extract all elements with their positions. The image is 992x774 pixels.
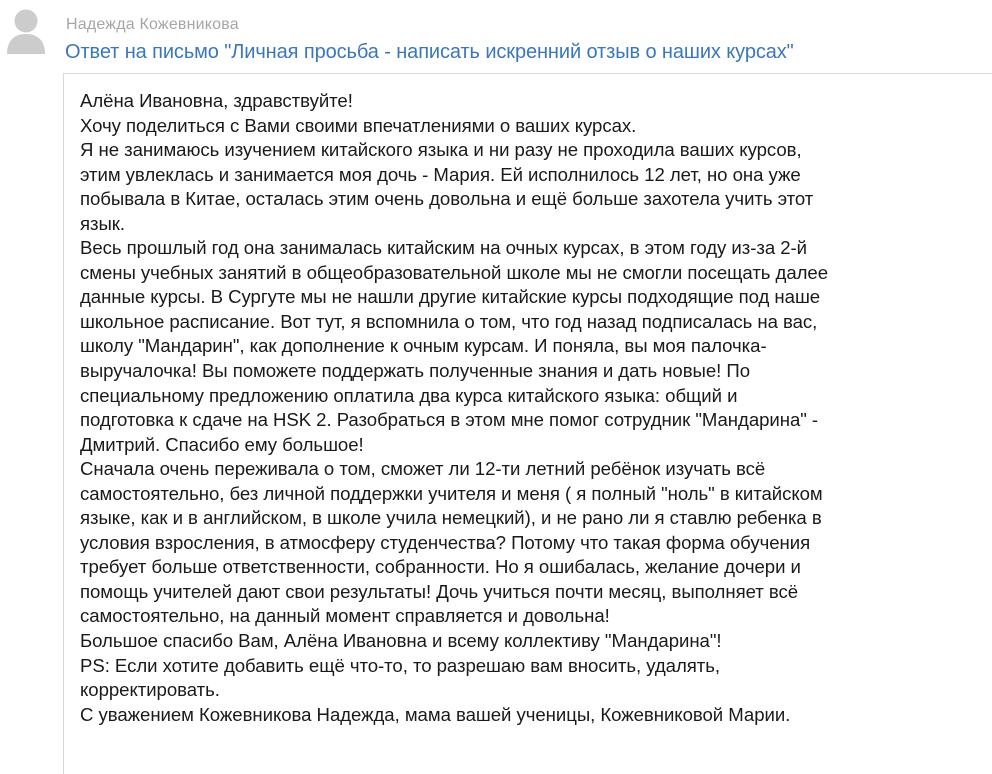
message-line: самостоятельно, на данный момент справляется и довольна! — [80, 605, 610, 627]
message-line: языке, как и в английском, в школе учила немецкий), и не рано ли я ставлю ребенка в — [80, 507, 822, 529]
message-line: Сначала очень переживала о том, сможет ли 12-ти летний ребёнок изучать всё — [80, 458, 766, 480]
message-line: корректировать. — [80, 679, 220, 701]
message-line: смены учебных занятий в общеобразовательной школе мы не смогли посещать далее — [80, 261, 829, 283]
message-line: Большое спасибо Вам, Алёна Ивановна и всему коллективу "Мандарина"! — [80, 630, 722, 652]
user-silhouette-icon — [5, 4, 47, 56]
message-line: условия взросления, в атмосферу студенчества? Потому что такая форма обучения — [80, 531, 811, 553]
message-line: выручалочка! Вы поможете поддержать полученные знания и дать новые! По — [80, 360, 750, 382]
message-line: побывала в Китае, осталась этим очень довольна и ещё больше захотела учить этот — [80, 188, 814, 210]
message-line: PS: Если хотите добавить ещё что-то, то разрешаю вам вносить, удалять, — [80, 654, 720, 676]
message-line: школьное расписание. Вот тут, я вспомнила о том, что год назад подписалась на вас, — [80, 310, 818, 332]
message-line: данные курсы. В Сургуте мы не нашли другие китайские курсы подходящие под наше — [80, 286, 821, 308]
avatar — [5, 4, 47, 56]
message-line: Я не занимаюсь изучением китайского языка и ни разу не проходила ваших курсов, — [80, 139, 802, 161]
message-line: Алёна Ивановна, здравствуйте! — [80, 90, 353, 111]
message-line: Весь прошлый год она занималась китайским на очных курсах, в этом году из-за 2-й — [80, 237, 807, 259]
message-line: С уважением Кожевникова Надежда, мама вашей ученицы, Кожевниковой Марии. — [80, 703, 791, 725]
message-line: требует больше ответственности, собранности. Но я ошибалась, желание дочери и — [80, 556, 801, 578]
message-subject-link[interactable]: Ответ на письмо "Личная просьба - написать искренний отзыв о наших курсах" — [65, 41, 794, 63]
message-line: Хочу поделиться с Вами своими впечатлениями о ваших курсах. — [80, 114, 637, 136]
message-line: подготовка к сдаче на HSK 2. Разобраться в этом мне помог сотрудник "Мандарина" - — [80, 409, 819, 431]
message-line: школу "Мандарин", как дополнение к очным курсам. И поняла, вы моя палочка- — [80, 335, 767, 357]
message-line: Дмитрий. Спасибо ему большое! — [80, 433, 364, 455]
message-line: этим увлеклась и занимается моя дочь - Мария. Ей исполнилось 12 лет, но она уже — [80, 163, 801, 185]
message-line: язык. — [80, 212, 126, 234]
author-name: Надежда Кожевникова — [66, 16, 239, 33]
message-body — [80, 89, 980, 727]
message-line: помощь учителей дают свои результаты! Дочь учиться почти месяц, выполняет всё — [80, 580, 799, 602]
message-line: специальному предложению оплатила два курса китайского языка: общий и — [80, 384, 738, 406]
message-line: самостоятельно, без личной поддержки учителя и меня ( я полный "ноль" в китайском — [80, 482, 823, 504]
